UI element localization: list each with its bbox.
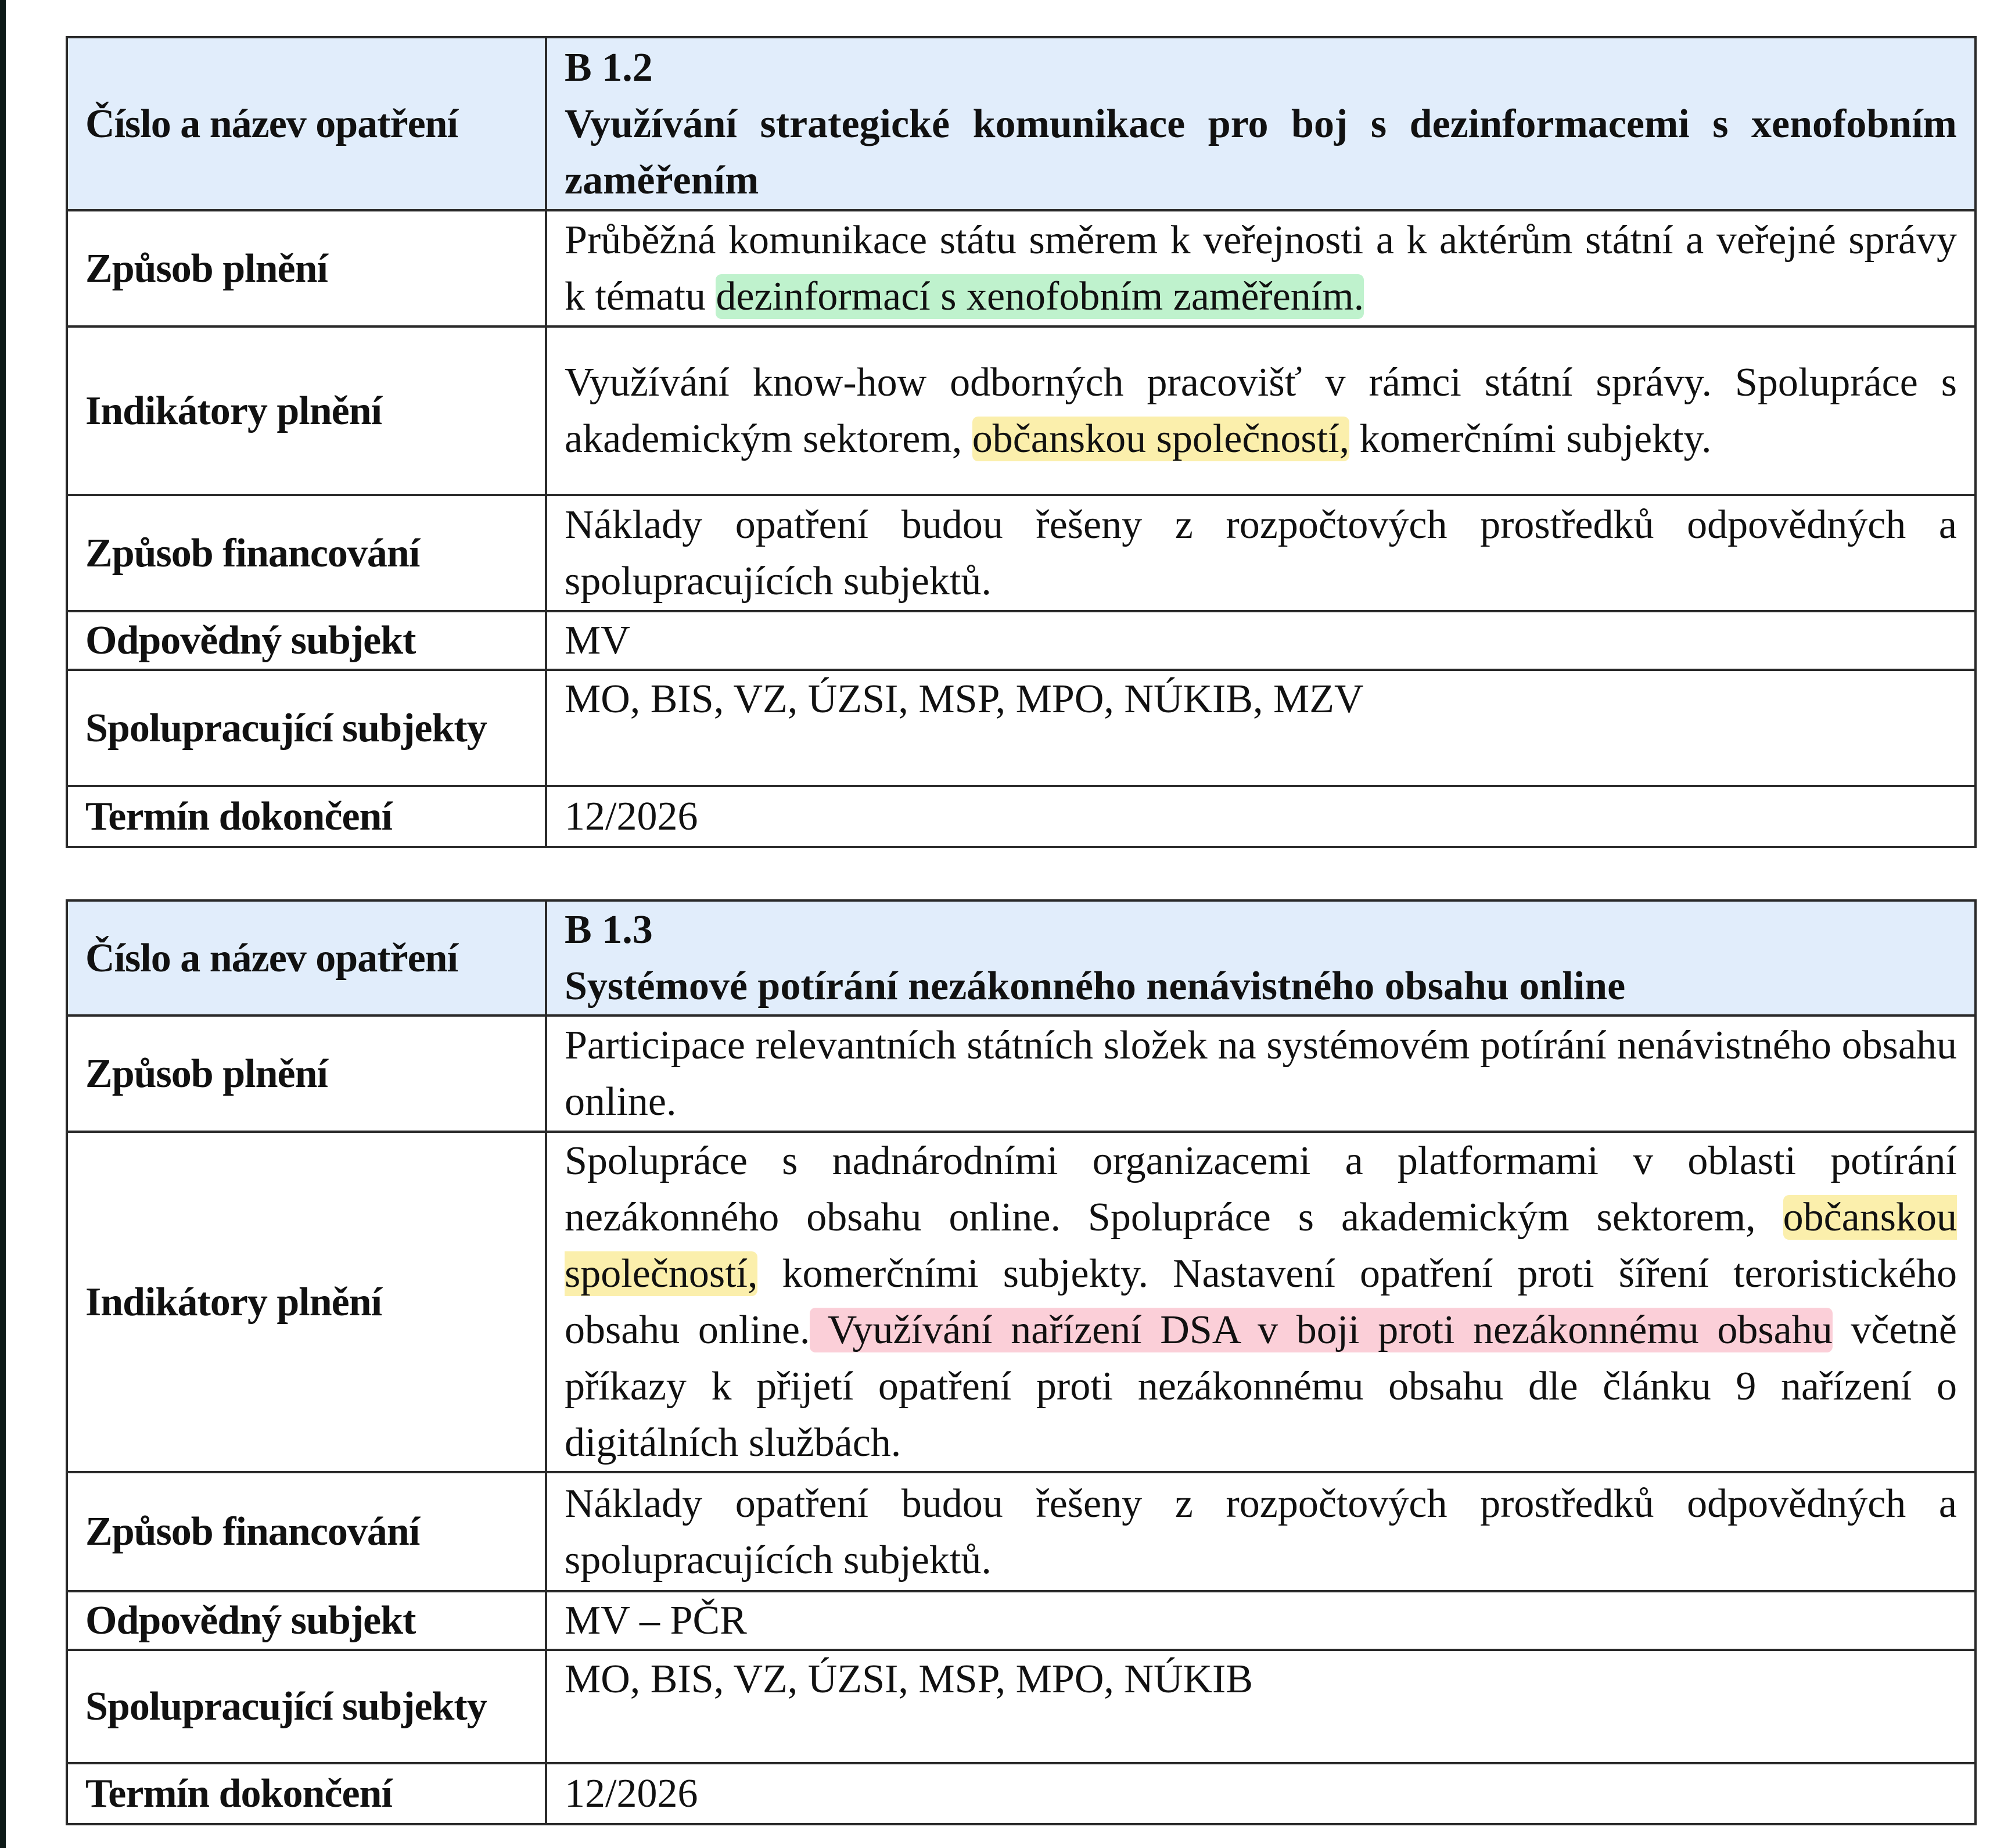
label-deadline: Termín dokončení	[67, 786, 546, 847]
measure-heading	[546, 37, 1976, 210]
indicators-text-end: komerčními subjekty.	[1349, 417, 1712, 461]
deadline-value: 12/2026	[546, 1763, 1976, 1824]
financing-value: Náklady opatření budou řešeny z rozpočtových prostředků odpovědných a spolupracujících subjektů.	[546, 1472, 1976, 1591]
measure-code: B 1.2	[565, 45, 653, 90]
method-text: Průběžná komunikace státu směrem k veřejnosti a k aktérům státní a veřejné správy k tématu	[565, 218, 1957, 319]
indicators-text-end: včetně příkazy k přijetí opatření proti nezákonnému obsahu dle článku 9 nařízení o digitálních službách.	[565, 1308, 1957, 1465]
indicators-value	[546, 1132, 1976, 1472]
table-row-header	[67, 37, 1976, 210]
window-edge	[0, 0, 6, 1848]
table-row-responsible	[67, 611, 1976, 670]
table-row-responsible	[67, 1591, 1976, 1650]
highlight-yellow: občanskou společností,	[972, 417, 1350, 461]
label-cooperating: Spolupracující subjekty	[67, 1650, 546, 1763]
indicators-text-mid: komerčními subjekty. Nastavení opatření proti šíření teroristického obsahu online.	[565, 1251, 1957, 1352]
label-responsible: Odpovědný subjekt	[67, 611, 546, 670]
measure-code: B 1.3	[565, 907, 653, 952]
table-row-header	[67, 900, 1976, 1015]
table-row-indicators	[67, 326, 1976, 495]
measure-title: Využívání strategické komunikace pro boj s dezinformacemi s xenofobním zaměřením	[565, 101, 1957, 203]
financing-value: Náklady opatření budou řešeny z rozpočtových prostředků odpovědných a spolupracujících subjektů.	[546, 495, 1976, 611]
measure-heading	[546, 900, 1976, 1015]
highlight-yellow: občanskou společností,	[565, 1195, 1957, 1296]
responsible-value: MV	[546, 611, 1976, 670]
method-value: Participace relevantních státních složek na systémovém potírání nenávistného obsahu online.	[546, 1015, 1976, 1132]
table-row-method	[67, 210, 1976, 326]
label-method: Způsob plnění	[67, 1015, 546, 1132]
table-row-indicators	[67, 1132, 1976, 1472]
highlight-pink: Využívání nařízení DSA v boji proti nezákonnému obsahu	[810, 1308, 1833, 1352]
label-cooperating: Spolupracující subjekty	[67, 670, 546, 786]
indicators-text: Využívání know-how odborných pracovišť v rámci státní správy. Spolupráce s akademickým sektorem,	[565, 360, 1957, 461]
label-responsible: Odpovědný subjekt	[67, 1591, 546, 1650]
highlight-green: dezinformací s xenofobním zaměřením.	[716, 274, 1364, 319]
table-row-deadline	[67, 786, 1976, 847]
deadline-value: 12/2026	[546, 786, 1976, 847]
label-number-name: Číslo a název opatření	[67, 37, 546, 210]
label-financing: Způsob financování	[67, 495, 546, 611]
label-indicators: Indikátory plnění	[67, 326, 546, 495]
label-deadline: Termín dokončení	[67, 1763, 546, 1824]
responsible-value: MV – PČR	[546, 1591, 1976, 1650]
indicators-value	[546, 326, 1976, 495]
table-row-financing	[67, 495, 1976, 611]
cooperating-value: MO, BIS, VZ, ÚZSI, MSP, MPO, NÚKIB	[546, 1650, 1976, 1763]
measure-table-b12	[66, 36, 1977, 848]
measure-title: Systémové potírání nezákonného nenávistného obsahu online	[565, 964, 1626, 1009]
cooperating-value: MO, BIS, VZ, ÚZSI, MSP, MPO, NÚKIB, MZV	[546, 670, 1976, 786]
label-number-name: Číslo a název opatření	[67, 900, 546, 1015]
label-financing: Způsob financování	[67, 1472, 546, 1591]
table-row-financing	[67, 1472, 1976, 1591]
indicators-text: Spolupráce s nadnárodními organizacemi a platformami v oblasti potírání nezákonného obsahu online. Spolupráce s akademickým sektorem,	[565, 1139, 1957, 1240]
table-row-method	[67, 1015, 1976, 1132]
label-indicators: Indikátory plnění	[67, 1132, 546, 1472]
method-value	[546, 210, 1976, 326]
label-method: Způsob plnění	[67, 210, 546, 326]
table-row-cooperating	[67, 1650, 1976, 1763]
table-row-deadline	[67, 1763, 1976, 1824]
table-row-cooperating	[67, 670, 1976, 786]
measure-table-b13	[66, 899, 1977, 1825]
